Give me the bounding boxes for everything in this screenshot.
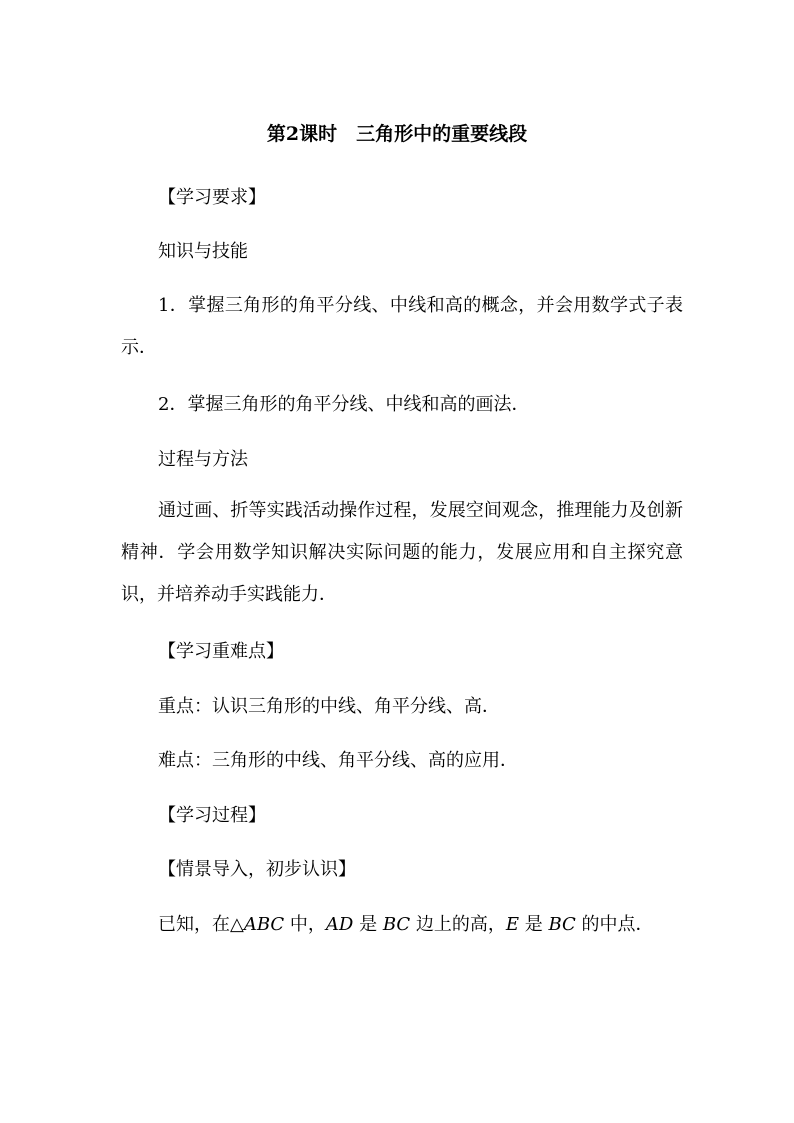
subheading-knowledge-skills: 知识与技能: [158, 241, 248, 262]
given-statement: [158, 913, 654, 937]
segment-ad-label: AD: [325, 914, 354, 935]
heading-scenario-intro: 【情景导入，初步认识】: [158, 859, 356, 880]
given-text-6: 的中点．: [575, 914, 654, 935]
requirement-item-2: 2．掌握三角形的角平分线、中线和高的画法．: [158, 394, 530, 415]
page-title: 第2课时 三角形中的重要线段: [266, 123, 528, 145]
heading-key-difficult: 【学习重难点】: [158, 641, 284, 662]
heading-learning-requirements: 【学习要求】: [158, 187, 266, 208]
segment-bc-label: BC: [382, 914, 411, 935]
given-text-1: 已知，在△: [158, 914, 244, 935]
segment-bc-label-2: BC: [548, 914, 576, 935]
key-point: 重点：认识三角形的中线、角平分线、高．: [158, 696, 500, 717]
process-methods-paragraph: 通过画、折等实践活动操作过程，发展空间观念，推理能力及创新精神．学会用数学知识解决实际问题的能力，发展应用和自主探究意识，并培养动手实践能力．: [121, 500, 683, 605]
difficult-point: 难点：三角形的中线、角平分线、高的应用．: [158, 750, 518, 771]
requirement-item-1: 1．掌握三角形的角平分线、中线和高的概念，并会用数学式子表示．: [121, 295, 683, 358]
point-e-label: E: [505, 914, 520, 935]
given-text-4: 边上的高，: [410, 914, 506, 935]
triangle-abc-label: ABC: [243, 914, 285, 935]
subheading-process-methods: 过程与方法: [158, 449, 248, 470]
given-text-5: 是: [519, 914, 549, 935]
given-text-2: 中，: [284, 914, 326, 935]
heading-learning-process: 【学习过程】: [158, 805, 266, 826]
given-text-3: 是: [353, 914, 383, 935]
